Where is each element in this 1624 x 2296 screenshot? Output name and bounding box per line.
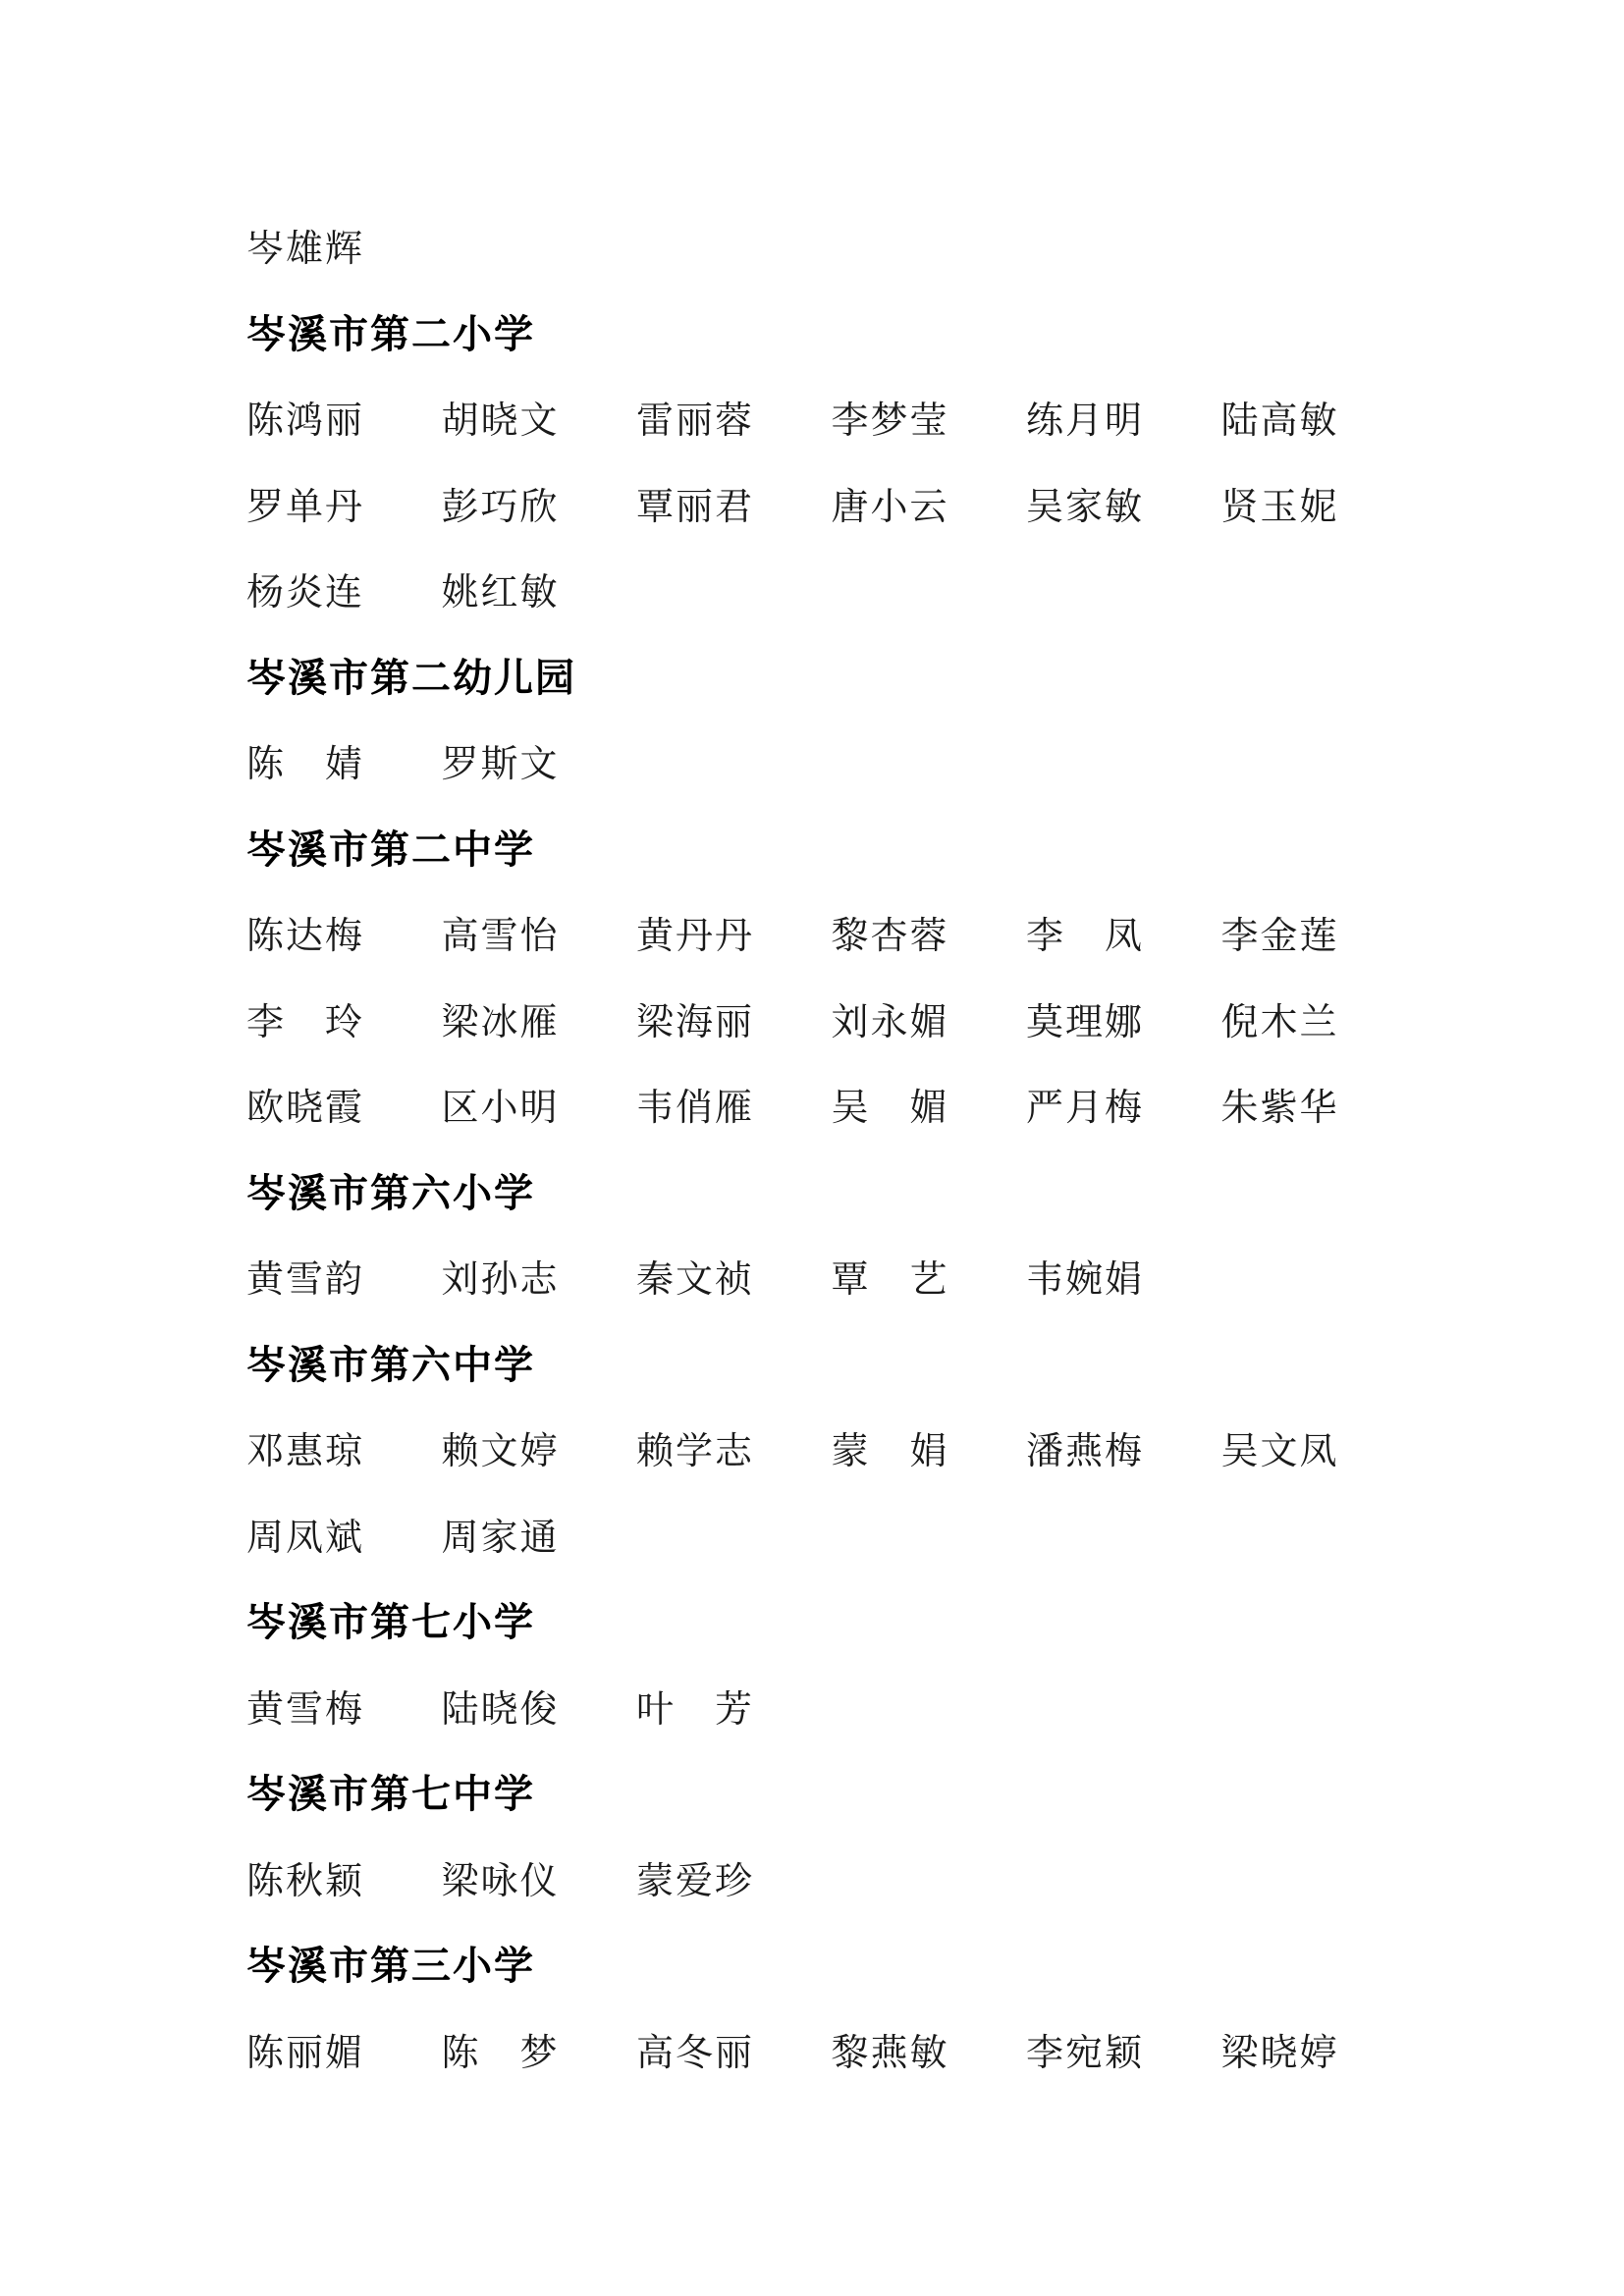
person-name: 朱紫华 (1220, 1086, 1339, 1129)
name-list (246, 206, 1385, 2096)
name-row (246, 980, 1385, 1066)
person-name: 区小明 (441, 1086, 560, 1129)
person-name: 黄雪梅 (246, 1686, 365, 1731)
person-name: 欧晓霞 (246, 1086, 365, 1129)
person-name: 陈秋颖 (246, 1858, 365, 1902)
person-name: 唐小云 (831, 484, 949, 528)
person-name: 赖文婷 (441, 1429, 560, 1472)
person-name: 贤玉妮 (1220, 484, 1339, 528)
person-name: 蒙 娟 (831, 1429, 949, 1472)
person-name: 雷丽蓉 (636, 399, 755, 442)
person-name: 李金莲 (1220, 914, 1339, 957)
person-name: 罗斯文 (441, 742, 560, 785)
person-name: 梁冰雁 (441, 999, 560, 1043)
school-heading: 岑溪市第七小学 (246, 1600, 535, 1645)
person-name: 蒙爱珍 (636, 1858, 755, 1902)
person-name: 吴文凤 (1220, 1429, 1339, 1472)
person-name: 高冬丽 (636, 2030, 755, 2074)
school-heading: 岑溪市第六小学 (246, 1170, 535, 1216)
person-name: 赖学志 (636, 1429, 755, 1472)
school-heading: 岑溪市第二小学 (246, 311, 535, 357)
person-name: 梁咏仪 (441, 1858, 560, 1902)
person-name: 陈 梦 (441, 2030, 560, 2074)
person-name: 吴 媚 (831, 1086, 949, 1129)
person-name: 莫理娜 (1026, 999, 1145, 1043)
person-name: 陆晓俊 (441, 1686, 560, 1731)
person-name: 梁晓婷 (1220, 2030, 1339, 2074)
school-heading: 岑溪市第二中学 (246, 827, 535, 873)
name-row (246, 550, 1385, 636)
person-name: 覃 艺 (831, 1257, 949, 1301)
name-row (246, 1409, 1385, 1495)
person-name: 陈丽媚 (246, 2030, 365, 2074)
person-name: 严月梅 (1026, 1086, 1145, 1129)
person-name: 叶 芳 (636, 1686, 755, 1731)
person-name: 刘孙志 (441, 1257, 560, 1301)
name-row (246, 1065, 1385, 1151)
person-name: 梁海丽 (636, 999, 755, 1043)
person-name: 倪木兰 (1220, 999, 1339, 1043)
person-name: 李梦莹 (831, 399, 949, 442)
person-name: 韦俏雁 (636, 1086, 755, 1129)
name-row (246, 1839, 1385, 1925)
person-name: 李宛颖 (1026, 2030, 1145, 2074)
person-name: 周凤斌 (246, 1515, 365, 1559)
name-row (246, 893, 1385, 980)
name-row (246, 378, 1385, 464)
person-name: 黎燕敏 (831, 2030, 949, 2074)
person-name: 覃丽君 (636, 484, 755, 528)
person-name: 陈达梅 (246, 914, 365, 957)
person-name: 黄丹丹 (636, 914, 755, 957)
person-name: 黄雪韵 (246, 1257, 365, 1301)
person-name: 吴家敏 (1026, 484, 1145, 528)
school-heading: 岑溪市第三小学 (246, 1944, 535, 1989)
person-name: 陈 婧 (246, 742, 365, 785)
name-row (246, 2010, 1385, 2097)
person-name: 陆高敏 (1220, 399, 1339, 442)
name-row (246, 464, 1385, 551)
name-row (246, 206, 1385, 293)
person-name: 周家通 (441, 1515, 560, 1559)
person-name: 韦婉娟 (1026, 1257, 1145, 1301)
school-heading: 岑溪市第六中学 (246, 1342, 535, 1388)
person-name: 刘永媚 (831, 999, 949, 1043)
name-row (246, 1667, 1385, 1753)
person-name: 潘燕梅 (1026, 1429, 1145, 1472)
name-row (246, 721, 1385, 808)
person-name: 陈鸿丽 (246, 399, 365, 442)
name-row (246, 1495, 1385, 1581)
person-name: 姚红敏 (441, 570, 560, 614)
person-name: 李 玲 (246, 999, 365, 1043)
school-heading: 岑溪市第七中学 (246, 1772, 535, 1817)
person-name: 罗单丹 (246, 484, 365, 528)
person-name: 彭巧欣 (441, 484, 560, 528)
person-name: 杨炎连 (246, 570, 365, 614)
name-row (246, 1237, 1385, 1323)
person-name: 秦文祯 (636, 1257, 755, 1301)
person-name: 黎杏蓉 (831, 914, 949, 957)
person-name: 胡晓文 (441, 399, 560, 442)
person-name: 李 凤 (1026, 914, 1145, 957)
person-name: 高雪怡 (441, 914, 560, 957)
person-name: 邓惠琼 (246, 1429, 365, 1472)
school-heading: 岑溪市第二幼儿园 (246, 655, 576, 701)
person-name: 练月明 (1026, 399, 1145, 442)
person-name: 岑雄辉 (246, 227, 365, 270)
